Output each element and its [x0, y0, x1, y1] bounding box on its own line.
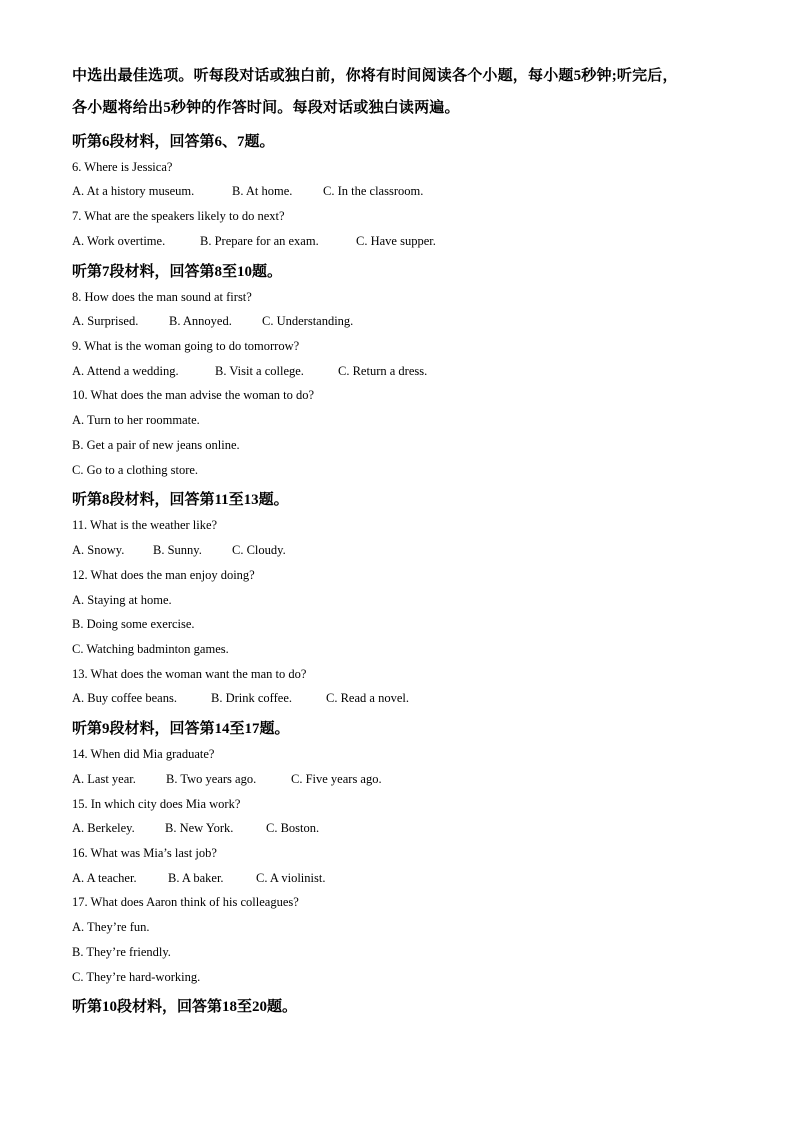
option-a: A. Berkeley.: [72, 821, 135, 835]
section-heading: 听第10段材料，回答第18至20题。: [72, 999, 298, 1015]
intro-line-2: 各小题将给出5秒钟的作答时间。每段对话或独白读两遍。: [72, 100, 460, 116]
section-heading: 听第9段材料，回答第14至17题。: [72, 721, 290, 737]
option-a: A. Work overtime.: [72, 234, 166, 248]
option-a: A. Turn to her roommate.: [72, 413, 200, 427]
option-c: C. In the classroom.: [323, 184, 424, 198]
options-row: [72, 821, 319, 836]
question-text: 11. What is the weather like?: [72, 518, 218, 532]
option-b: B. New York.: [165, 821, 234, 835]
section-heading: 听第7段材料，回答第8至10题。: [72, 264, 283, 280]
option-b: B. Sunny.: [153, 543, 202, 557]
option-c: C. Boston.: [266, 821, 320, 835]
question-text: 16. What was Mia’s last job?: [72, 846, 217, 860]
options-row: [72, 184, 423, 199]
options-row: [72, 772, 382, 787]
option-a: A. At a history museum.: [72, 184, 195, 198]
options-row: [72, 234, 436, 249]
option-c: C. Cloudy.: [232, 543, 286, 557]
option-b: B. At home.: [232, 184, 293, 198]
option-b: B. Doing some exercise.: [72, 617, 195, 631]
option-c: C. Five years ago.: [291, 772, 382, 786]
question-text: 12. What does the man enjoy doing?: [72, 568, 255, 582]
option-c: C. Watching badminton games.: [72, 642, 229, 656]
question-text: 8. How does the man sound at first?: [72, 290, 252, 304]
option-c: C. A violinist.: [256, 871, 326, 885]
option-c: C. They’re hard-working.: [72, 970, 201, 984]
option-b: B. A baker.: [168, 871, 224, 885]
options-row: [72, 314, 353, 329]
option-b: B. Two years ago.: [166, 772, 257, 786]
question-text: 17. What does Aaron think of his colleagues?: [72, 895, 299, 909]
question-text: 9. What is the woman going to do tomorrow?: [72, 339, 300, 353]
question-text: 13. What does the woman want the man to do?: [72, 667, 307, 681]
options-row: [72, 871, 325, 886]
option-c: C. Go to a clothing store.: [72, 463, 199, 477]
option-a: A. Buy coffee beans.: [72, 691, 177, 705]
intro-line-1: 中选出最佳选项。听每段对话或独白前，你将有时间阅读各个小题，每小题5秒钟;听完后，: [72, 68, 678, 84]
option-b: B. Annoyed.: [169, 314, 232, 328]
question-text: 14. When did Mia graduate?: [72, 747, 215, 761]
option-c: C. Have supper.: [356, 234, 436, 248]
option-c: C. Read a novel.: [326, 691, 409, 705]
options-row: [72, 543, 286, 558]
option-a: A. A teacher.: [72, 871, 137, 885]
option-a: A. Attend a wedding.: [72, 364, 179, 378]
option-a: A. Last year.: [72, 772, 136, 786]
option-a: A. They’re fun.: [72, 920, 150, 934]
option-a: A. Staying at home.: [72, 593, 172, 607]
option-b: B. Visit a college.: [215, 364, 304, 378]
option-b: B. Get a pair of new jeans online.: [72, 438, 240, 452]
option-a: A. Snowy.: [72, 543, 125, 557]
option-b: B. Drink coffee.: [211, 691, 292, 705]
question-text: 6. Where is Jessica?: [72, 160, 173, 174]
section-heading: 听第6段材料，回答第6、7题。: [72, 134, 275, 150]
section-heading: 听第8段材料，回答第11至13题。: [72, 492, 289, 508]
option-b: B. Prepare for an exam.: [200, 234, 319, 248]
question-text: 10. What does the man advise the woman to do?: [72, 388, 315, 402]
question-text: 15. In which city does Mia work?: [72, 797, 241, 811]
options-row: [72, 691, 409, 706]
question-text: 7. What are the speakers likely to do next?: [72, 209, 285, 223]
option-c: C. Understanding.: [262, 314, 354, 328]
option-a: A. Surprised.: [72, 314, 139, 328]
option-c: C. Return a dress.: [338, 364, 428, 378]
options-row: [72, 364, 427, 379]
option-b: B. They’re friendly.: [72, 945, 171, 959]
